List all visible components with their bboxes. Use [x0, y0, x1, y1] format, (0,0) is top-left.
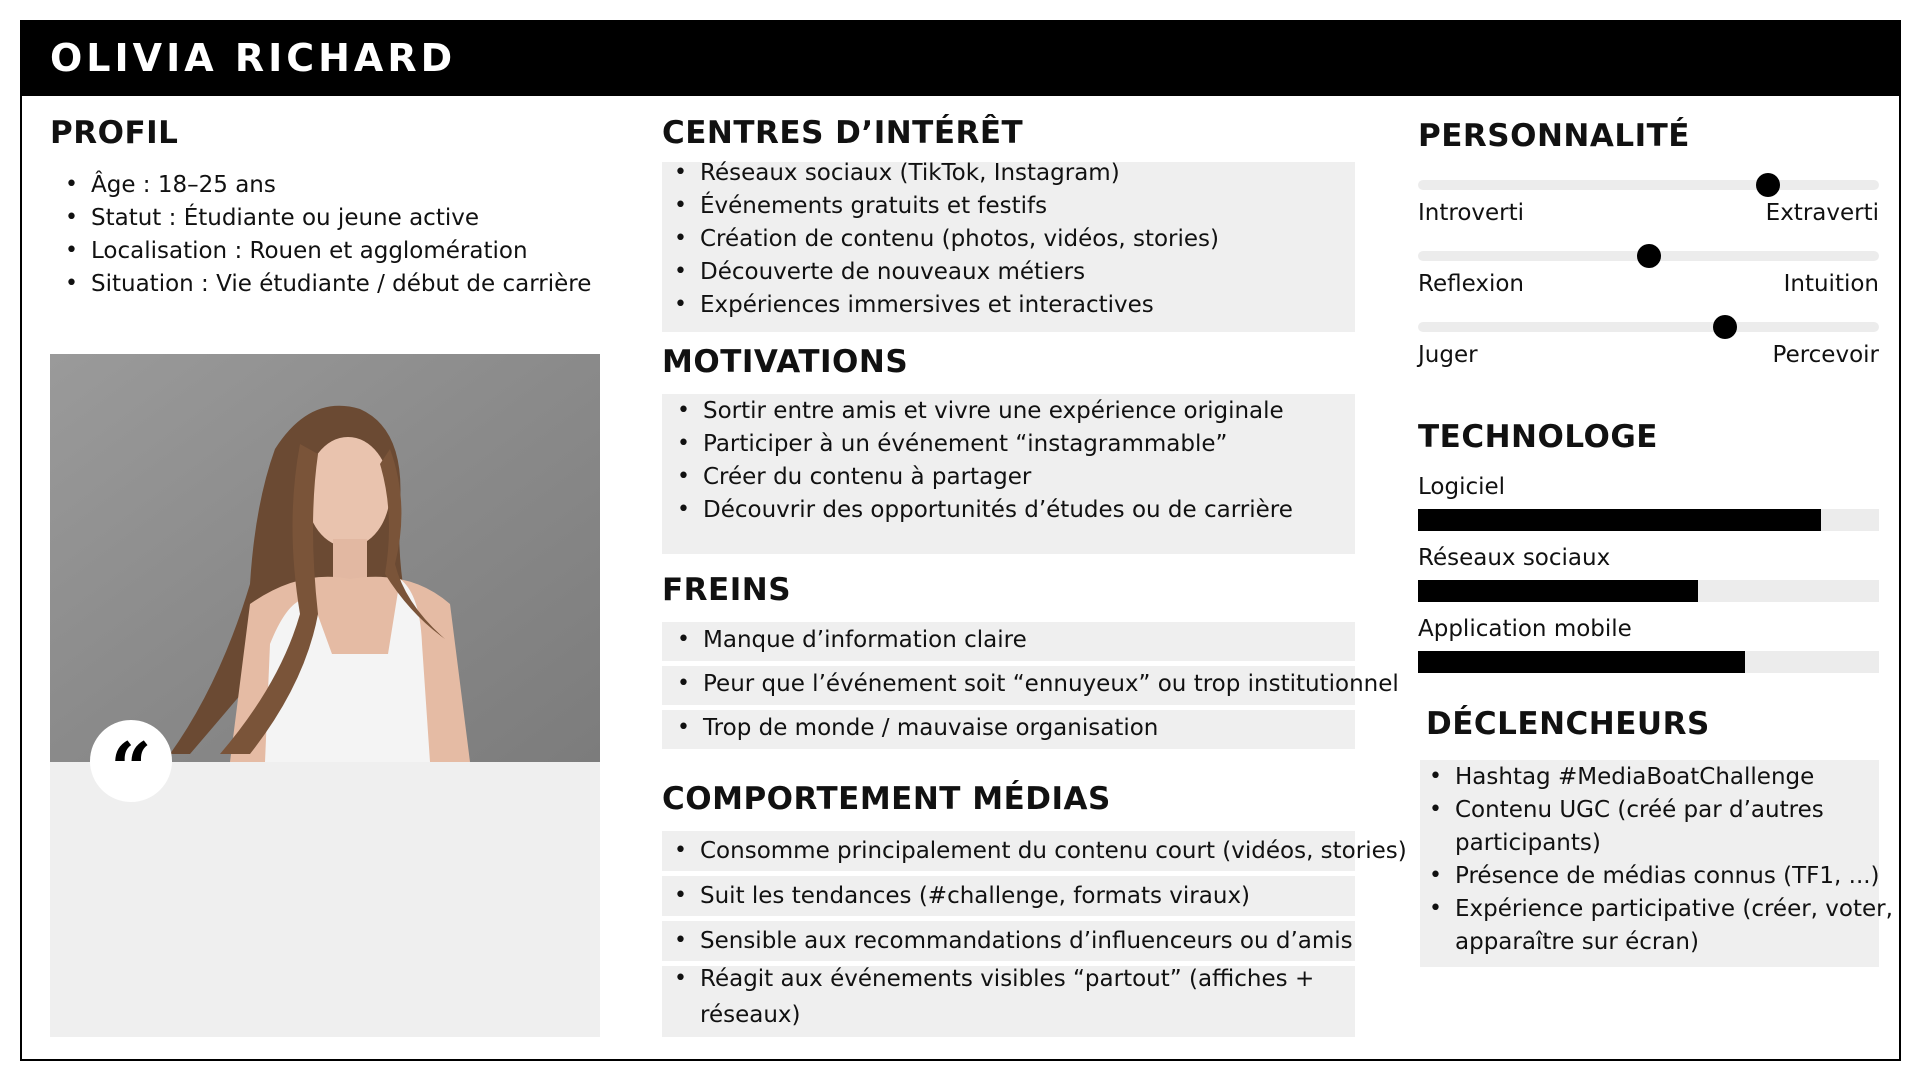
motivation-item: • Sortir entre amis et vivre une expérience originale: [703, 398, 1293, 431]
interets-heading: CENTRES D’INTÉRÊT: [662, 115, 1024, 151]
freins-heading: FREINS: [662, 572, 792, 608]
frein-item: • Peur que l’événement soit “ennuyeux” ou trop institutionnel: [703, 671, 1399, 715]
declencheurs-list-continued: [1455, 863, 1893, 929]
media-item: • Consomme principalement du contenu court (vidéos, stories): [700, 838, 1407, 883]
profil-item: • Situation : Vie étudiante / début de carrière: [91, 271, 591, 304]
profil-item: • Localisation : Rouen et agglomération: [91, 238, 591, 271]
medias-heading: COMPORTEMENT MÉDIAS: [662, 781, 1111, 817]
media-item: • Réagit aux événements visibles “partout” (affiches +: [700, 966, 1407, 1000]
media-item: • Sensible aux recommandations d’influenceurs ou d’amis: [700, 928, 1407, 966]
scale-left-label: Juger: [1418, 342, 1478, 368]
persona-name: OLIVIA RICHARD: [50, 36, 457, 80]
profil-item: • Statut : Étudiante ou jeune active: [91, 205, 591, 238]
scale-right-label: Percevoir: [1772, 342, 1879, 368]
motivation-item: • Découvrir des opportunités d’études ou de carrière: [703, 497, 1293, 530]
frein-item: • Trop de monde / mauvaise organisation: [703, 715, 1399, 759]
medias-list: [700, 838, 1407, 1000]
personnalite-heading: PERSONNALITÉ: [1418, 118, 1690, 154]
freins-list: [703, 627, 1399, 759]
interet-item: • Réseaux sociaux (TikTok, Instagram): [700, 160, 1219, 193]
tech-bar-fill: [1418, 509, 1821, 531]
portrait-illustration: [50, 354, 600, 762]
tech-bar-fill: [1418, 580, 1698, 602]
technologie-heading: TECHNOLOGE: [1418, 419, 1658, 455]
personality-scale-track: [1418, 322, 1879, 332]
scale-left-label: Reflexion: [1418, 271, 1524, 297]
media-item-continuation: réseaux): [700, 1002, 801, 1028]
declencheur-item-continuation: apparaître sur écran): [1455, 929, 1699, 955]
tech-bar-track: [1418, 580, 1879, 602]
interets-list: [700, 160, 1219, 325]
declencheurs-heading: DÉCLENCHEURS: [1426, 706, 1710, 742]
personality-scale-marker: [1637, 244, 1661, 268]
interet-item: • Création de contenu (photos, vidéos, stories): [700, 226, 1219, 259]
profil-list: [91, 172, 591, 304]
declencheur-item: • Contenu UGC (créé par d’autres: [1455, 797, 1824, 830]
motivation-item: • Participer à un événement “instagrammable”: [703, 431, 1293, 464]
scale-left-label: Introverti: [1418, 200, 1525, 226]
quote-badge: [90, 720, 172, 811]
profil-heading: PROFIL: [50, 115, 179, 151]
interet-item: • Découverte de nouveaux métiers: [700, 259, 1219, 292]
tech-bar-fill: [1418, 651, 1745, 673]
scale-right-label: Intuition: [1783, 271, 1879, 297]
declencheur-item: • Hashtag #MediaBoatChallenge: [1455, 764, 1824, 797]
profil-item: • Âge : 18–25 ans: [91, 172, 591, 205]
interet-item: • Événements gratuits et festifs: [700, 193, 1219, 226]
motivations-list: [703, 398, 1293, 530]
tech-label: Logiciel: [1418, 474, 1506, 500]
declencheur-item: • Présence de médias connus (TF1, ...): [1455, 863, 1893, 896]
tech-bar-track: [1418, 651, 1879, 673]
personality-scale-marker: [1713, 315, 1737, 339]
declencheurs-list: [1455, 764, 1824, 830]
persona-photo: [50, 354, 600, 762]
frein-item: • Manque d’information claire: [703, 627, 1399, 671]
tech-label: Application mobile: [1418, 616, 1632, 642]
declencheur-item-continuation: participants): [1455, 830, 1601, 856]
quote-icon: “: [110, 726, 152, 811]
scale-right-label: Extraverti: [1765, 200, 1879, 226]
declencheur-item: • Expérience participative (créer, voter,: [1455, 896, 1893, 929]
motivations-heading: MOTIVATIONS: [662, 344, 909, 380]
personality-scale-track: [1418, 180, 1879, 190]
tech-bar-track: [1418, 509, 1879, 531]
tech-label: Réseaux sociaux: [1418, 545, 1611, 571]
interet-item: • Expériences immersives et interactives: [700, 292, 1219, 325]
motivation-item: • Créer du contenu à partager: [703, 464, 1293, 497]
media-item: • Suit les tendances (#challenge, formats viraux): [700, 883, 1407, 928]
